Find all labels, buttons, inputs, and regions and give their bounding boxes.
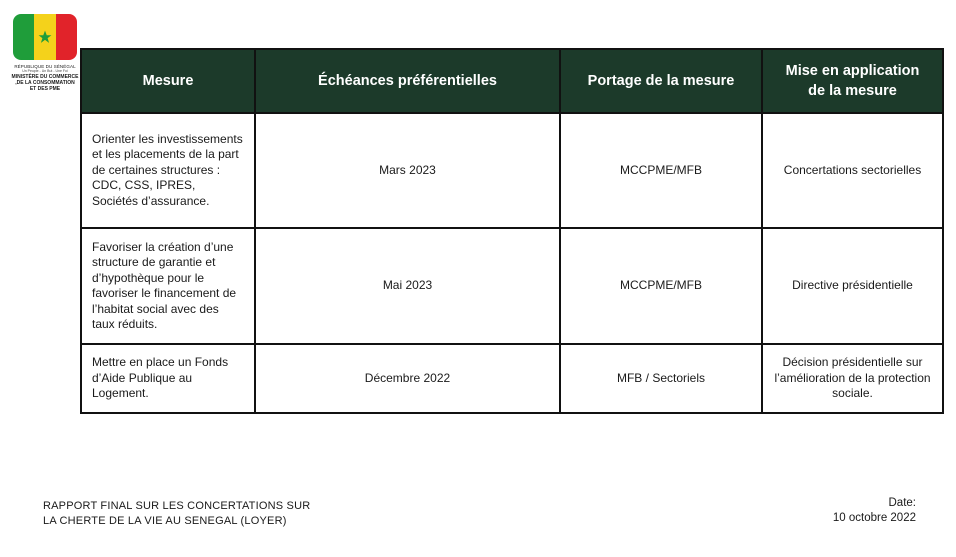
national-motto: Un Peuple - Un But - Une Foi (22, 69, 68, 73)
report-title-line2: LA CHERTE DE LA VIE AU SENEGAL (LOYER) (43, 515, 287, 527)
header-portage: Portage de la mesure (560, 49, 762, 113)
cell-application: Directive présidentielle (762, 228, 943, 344)
cell-mesure: Orienter les investissements et les placements de la part de certaines structures : CDC, CSS, IPRES, Sociétés d’assurance. (81, 113, 255, 228)
table-row (81, 113, 943, 228)
header-application: Mise en application de la mesure (762, 49, 943, 113)
cell-portage: MFB / Sectoriels (560, 344, 762, 413)
header-mesure: Mesure (81, 49, 255, 113)
report-title-line1: RAPPORT FINAL SUR LES CONCERTATIONS SUR (43, 500, 311, 512)
date-value: 10 octobre 2022 (832, 512, 916, 524)
cell-echeance: Décembre 2022 (255, 344, 560, 413)
measures-table (80, 48, 944, 414)
header-echeances: Échéances préférentielles (255, 49, 560, 113)
cell-mesure: Favoriser la création d’une structure de garantie et d’hypothèque pour le favoriser le financement de l’habitat social avec des taux réduits. (81, 228, 255, 344)
ministry-name: MINISTÈRE DU COMMERCE ,DE LA CONSOMMATION ET DES PME (11, 74, 79, 92)
cell-echeance: Mai 2023 (255, 228, 560, 344)
cell-portage: MCCPME/MFB (560, 228, 762, 344)
report-date (833, 496, 916, 526)
cell-portage: MCCPME/MFB (560, 113, 762, 228)
table-row (81, 344, 943, 413)
ministry-logo (6, 14, 84, 92)
table-row (81, 228, 943, 344)
cell-echeance: Mars 2023 (255, 113, 560, 228)
green-star-icon (38, 30, 52, 44)
report-title (43, 499, 310, 529)
table-header-row (81, 49, 943, 113)
date-label: Date: (888, 497, 916, 509)
senegal-flag-icon (13, 14, 77, 60)
cell-mesure: Mettre en place un Fonds d’Aide Publique au Logement. (81, 344, 255, 413)
cell-application: Décision présidentielle sur l’amélioration de la protection sociale. (762, 344, 943, 413)
cell-application: Concertations sectorielles (762, 113, 943, 228)
republic-name: RÉPUBLIQUE DU SÉNÉGAL (14, 64, 76, 69)
